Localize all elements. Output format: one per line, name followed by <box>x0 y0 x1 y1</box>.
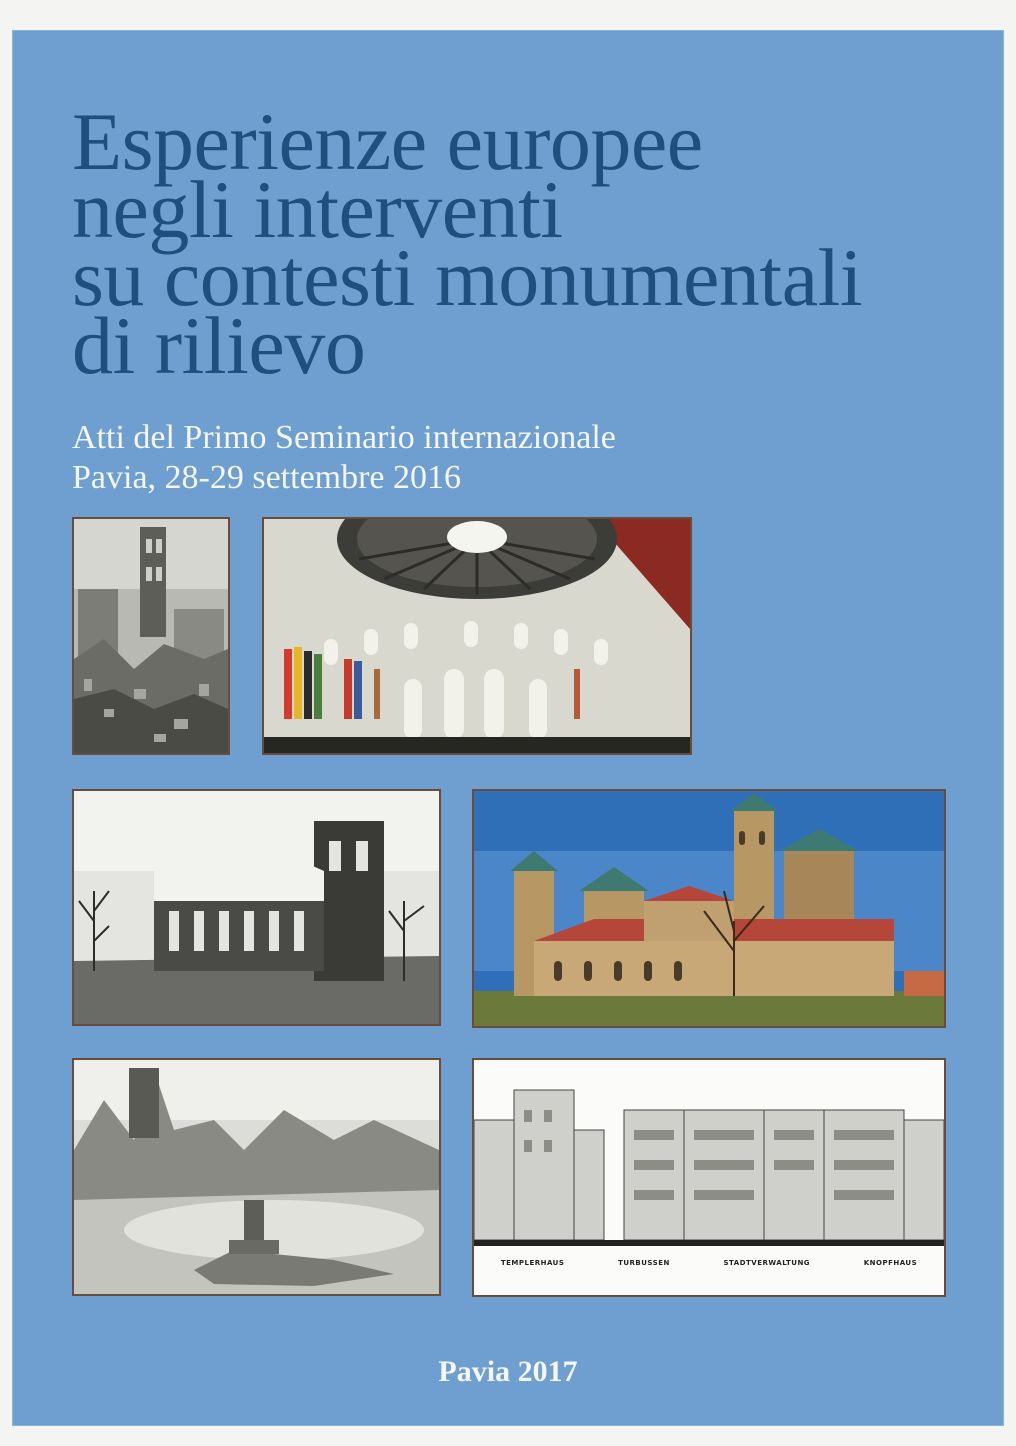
photo-destroyed-square <box>72 1058 441 1296</box>
title-line-2: negli interventi <box>72 164 563 255</box>
title-line-4: di rilievo <box>72 300 366 391</box>
book-title <box>72 96 972 391</box>
subtitle-line-2: Pavia, 28-29 settembre 2016 <box>72 459 462 496</box>
photo-ruined-tower <box>72 517 230 755</box>
drawing-label-4: KNOPFHAUS <box>863 1259 918 1267</box>
drawing-label-3: STADTVERWALTUNG <box>723 1259 811 1267</box>
photo-dome-interior <box>262 517 692 755</box>
photo-ruined-church <box>72 789 441 1026</box>
drawing-label-1: TEMPLERHAUS <box>500 1259 565 1267</box>
publication-footer: Pavia 2017 <box>438 1355 578 1388</box>
title-line-3: su contesti monumentali <box>72 232 863 323</box>
title-line-1: Esperienze europee <box>72 96 703 187</box>
drawing-labels <box>474 1259 944 1273</box>
subtitle-line-1: Atti del Primo Seminario internazionale <box>72 419 616 456</box>
photo-facade-drawing <box>472 1058 946 1297</box>
photo-restored-church <box>472 789 946 1028</box>
drawing-label-2: TURBUSSEN <box>618 1259 670 1267</box>
book-subtitle <box>72 418 972 498</box>
